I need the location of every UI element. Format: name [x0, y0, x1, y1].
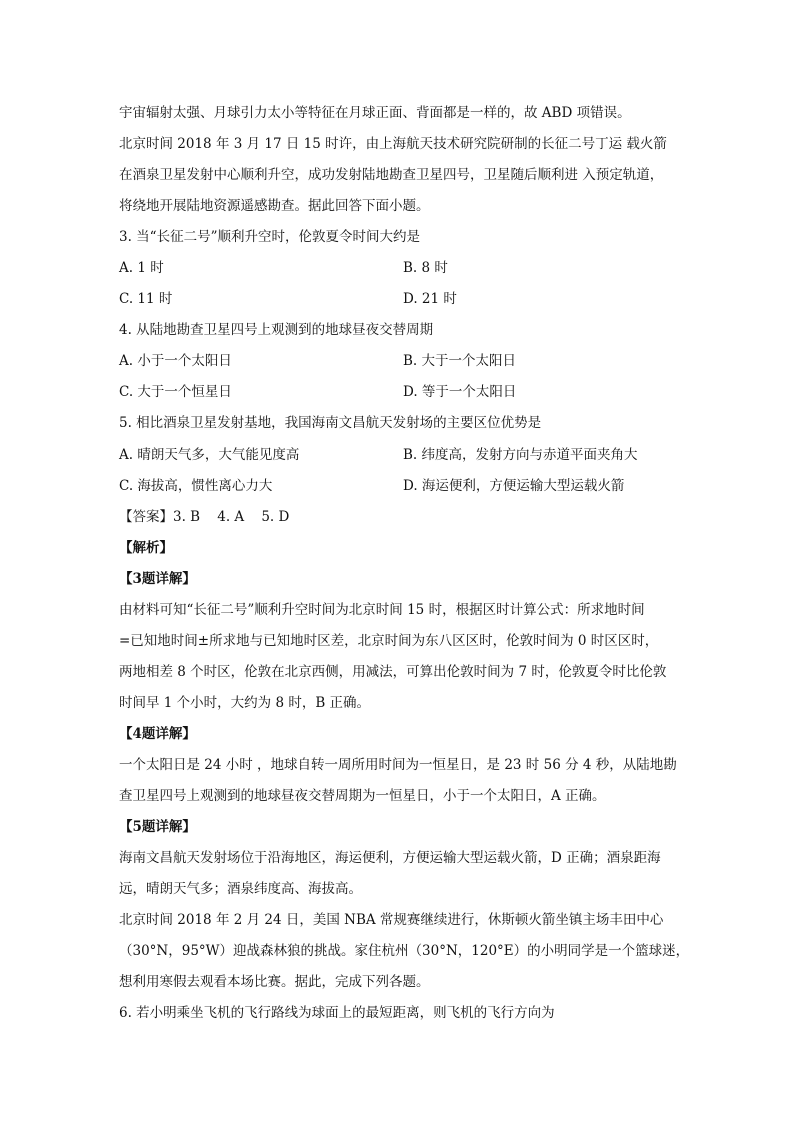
- intro2-line-1: 北京时间 2018 年 2 月 24 日，美国 NBA 常规赛继续进行，休斯顿火箭坐镇主场丰田中心: [119, 912, 664, 928]
- detail-5-line-1: 海南文昌航天发射场位于沿海地区，海运便利，方便运输大型运载火箭，D 正确；酒泉距海: [119, 850, 661, 866]
- question-5-option-a: A. 晴朗天气多，大气能见度高: [119, 447, 300, 463]
- intro-line-1: 宇宙辐射太强、月球引力太小等特征在月球正面、背面都是一样的，故 ABD 项错误。: [119, 105, 631, 121]
- question-5-option-c: C. 海拔高，惯性离心力大: [119, 478, 273, 494]
- intro-line-4: 将绕地开展陆地资源遥感勘查。据此回答下面小题。: [119, 198, 430, 214]
- intro-line-3: 在酒泉卫星发射中心顺利升空，成功发射陆地勘查卫星四号，卫星随后顺利进 入预定轨道，: [119, 167, 664, 183]
- detail-4-line-2: 查卫星四号上观测到的地球昼夜交替周期为一恒星日，小于一个太阳日，A 正确。: [119, 788, 606, 804]
- detail-3-line-1: 由材料可知“长征二号”顺利升空时间为北京时间 15 时，根据区时计算公式：所求地时间: [119, 602, 645, 618]
- question-4-option-d: D. 等于一个太阳日: [403, 384, 517, 400]
- detail-3-line-2: =已知地时间±所求地与已知地时区差，北京时间为东八区区时，伦敦时间为 0 时区区时，: [119, 633, 659, 649]
- question-3-option-d: D. 21 时: [403, 291, 457, 307]
- question-4-option-b: B. 大于一个太阳日: [403, 353, 517, 369]
- question-3-option-b: B. 8 时: [403, 260, 448, 276]
- question-3-option-a: A. 1 时: [119, 260, 164, 276]
- intro-line-2: 北京时间 2018 年 3 月 17 日 15 时许，由上海航天技术研究院研制的长征二号丁运 载火箭: [119, 136, 667, 152]
- detail-4-heading: 【4题详解】: [119, 726, 196, 742]
- intro2-line-2: （30°N，95°W）迎战森林狼的挑战。家住杭州（30°N，120°E）的小明同学是一个篮球迷，: [119, 943, 690, 959]
- detail-4-line-1: 一个太阳日是 24 小时 ，地球自转一周所用时间为一恒星日，是 23 时 56 分 4 秒，从陆地勘: [119, 757, 677, 773]
- question-4-stem: 4. 从陆地勘查卫星四号上观测到的地球昼夜交替周期: [119, 322, 434, 338]
- detail-3-heading: 【3题详解】: [119, 571, 196, 587]
- detail-3-line-4: 时间早 1 个小时，大约为 8 时，B 正确。: [119, 695, 371, 711]
- detail-5-heading: 【5题详解】: [119, 819, 196, 835]
- question-5-option-b: B. 纬度高，发射方向与赤道平面夹角大: [403, 447, 638, 463]
- question-3-stem: 3. 当“长征二号”顺利升空时，伦敦夏令时间大约是: [119, 229, 420, 245]
- detail-3-line-3: 两地相差 8 个时区，伦敦在北京西侧，用减法，可算出伦敦时间为 7 时，伦敦夏令时比伦敦: [119, 664, 667, 680]
- question-4-option-c: C. 大于一个恒星日: [119, 384, 232, 400]
- question-5-stem: 5. 相比酒泉卫星发射基地，我国海南文昌航天发射场的主要区位优势是: [119, 415, 542, 431]
- answer-line: 【答案】3. B 4. A 5. D: [119, 509, 290, 525]
- question-3-option-c: C. 11 时: [119, 291, 173, 307]
- analysis-heading: 【解析】: [119, 540, 173, 556]
- question-6-stem: 6. 若小明乘坐飞机的飞行路线为球面上的最短距离，则飞机的飞行方向为: [119, 1005, 555, 1021]
- question-5-option-d: D. 海运便利，方便运输大型运载火箭: [403, 478, 625, 494]
- question-4-option-a: A. 小于一个太阳日: [119, 353, 232, 369]
- intro2-line-3: 想利用寒假去观看本场比赛。据此，完成下列各题。: [119, 974, 430, 990]
- detail-5-line-2: 远，晴朗天气多；酒泉纬度高、海拔高。: [119, 881, 362, 897]
